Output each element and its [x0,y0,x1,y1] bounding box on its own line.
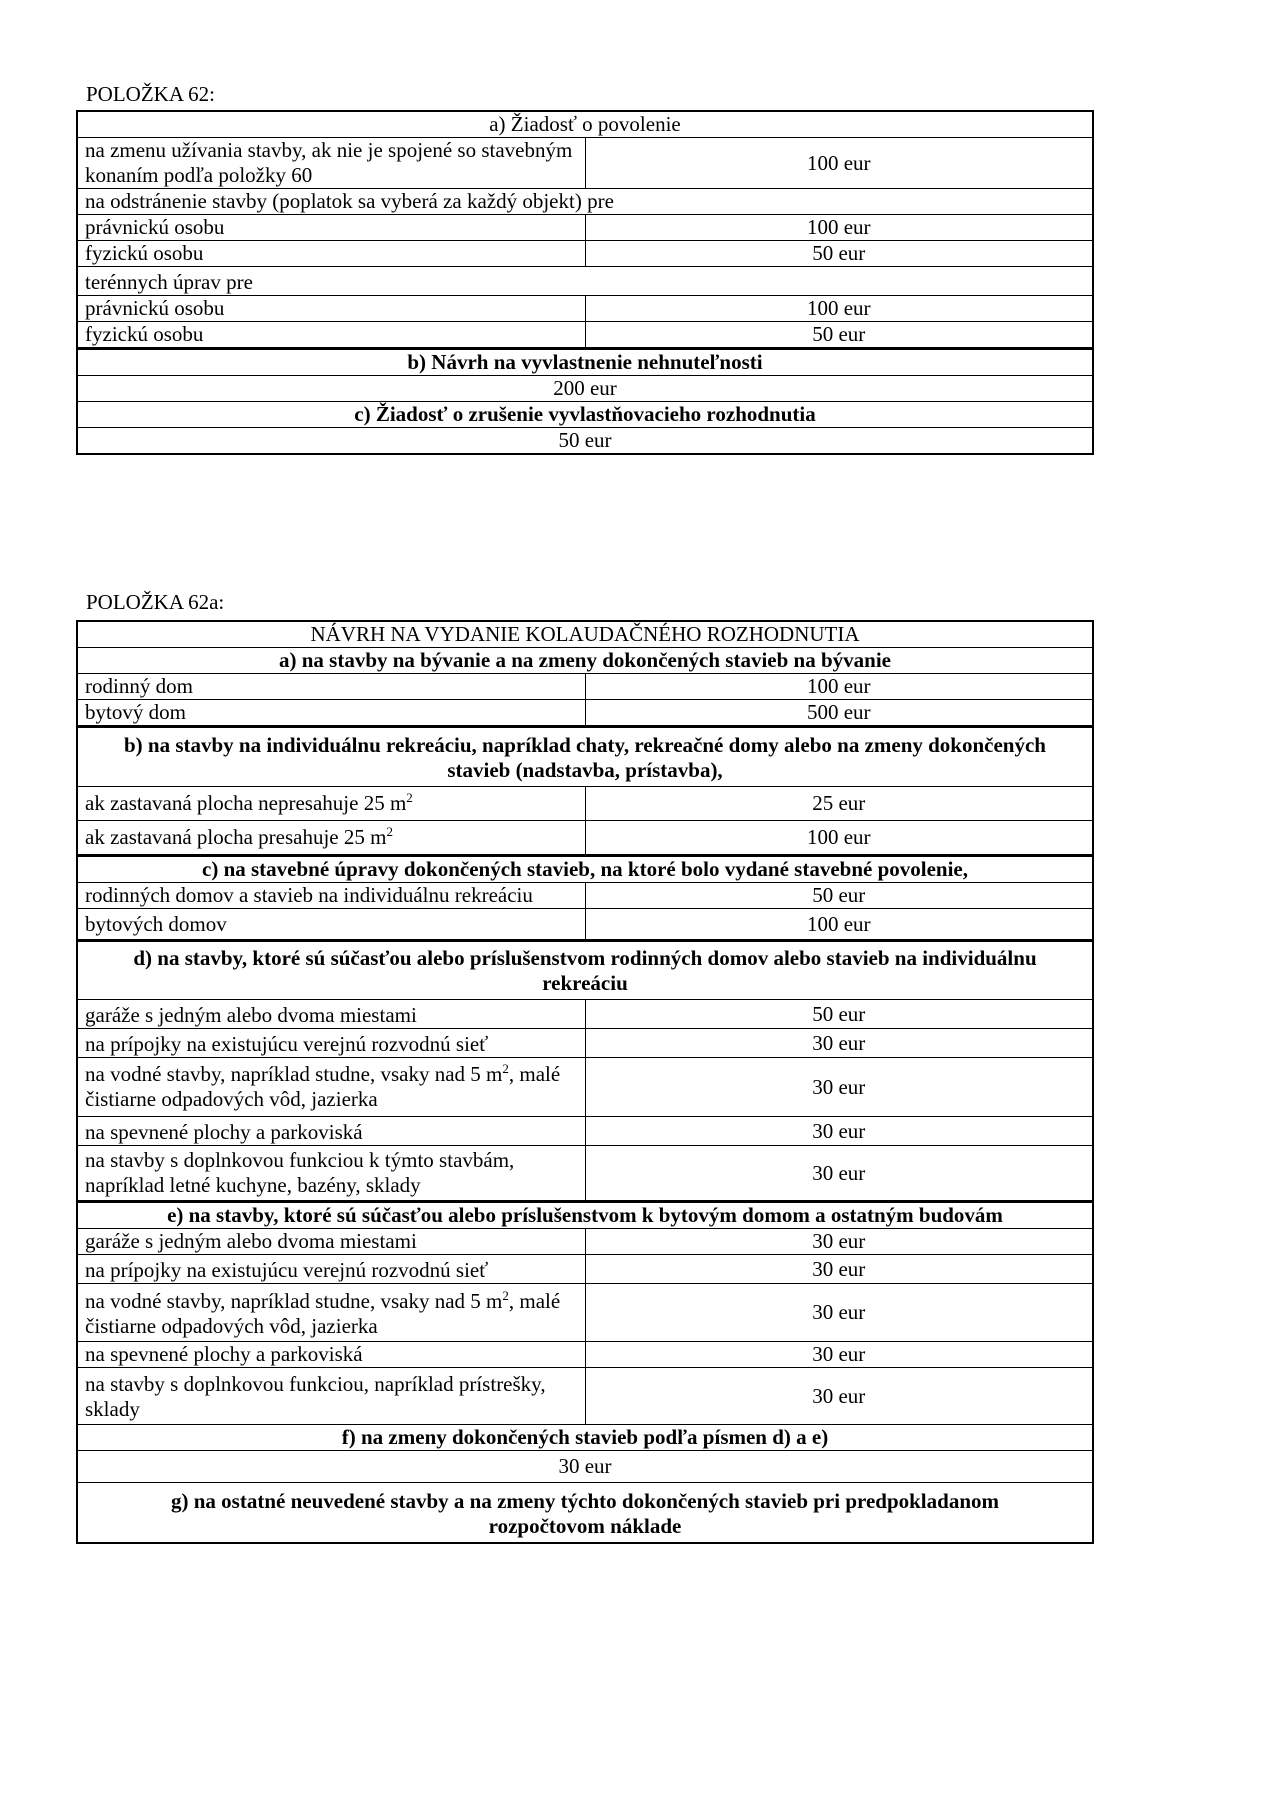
polozka-62a-table [76,620,1094,1544]
section-b-title: b) Návrh na vyvlastnenie nehnuteľnosti [77,349,1093,376]
row-label: na spevnené plochy a parkoviská [77,1342,585,1368]
section-g-title: g) na ostatné neuvedené stavby a na zmeny týchto dokončených stavieb pri predpokladanom rozpočtovom náklade [77,1483,1093,1544]
table-row [77,241,1093,267]
table-row [77,1000,1093,1029]
row-value: 100 eur [585,674,1093,700]
section-b-header-row [77,727,1093,787]
row-label: bytový dom [77,700,585,727]
row-label: na stavby s doplnkovou funkciou, napríklad prístrešky, sklady [77,1368,585,1425]
section-c-title: c) Žiadosť o zrušenie vyvlastňovacieho rozhodnutia [77,402,1093,428]
table-row [77,138,1093,189]
row-value: 50 eur [585,1000,1093,1029]
row-label: fyzickú osobu [77,241,585,267]
table-row [77,1058,1093,1117]
section-a-header-row [77,111,1093,138]
polozka-62a-heading: POLOŽKA 62a: [86,590,225,614]
row-label: na stavby s doplnkovou funkciou k týmto stavbám, napríklad letné kuchyne, bazény, sklady [77,1146,585,1202]
row-value: 30 eur [585,1342,1093,1368]
table-row [77,1029,1093,1058]
main-title: NÁVRH NA VYDANIE KOLAUDAČNÉHO ROZHODNUTIA [77,621,1093,648]
row-label-text: na vodné stavby, napríklad studne, vsaky nad 5 m [85,1289,503,1313]
row-value: 25 eur [585,787,1093,821]
table-row [77,322,1093,349]
row-value: 30 eur [585,1029,1093,1058]
row-label: rodinný dom [77,674,585,700]
table-row [77,267,1093,296]
table-row [77,700,1093,727]
row-value: 50 eur [585,241,1093,267]
section-g-header-row [77,1483,1093,1544]
section-b-header-row [77,349,1093,376]
section-f-value-row [77,1451,1093,1483]
section-d-title: d) na stavby, ktoré sú súčasťou alebo príslušenstvom rodinných domov alebo stavieb na individuálnu rekreáciu [77,941,1093,1000]
table-row [77,1255,1093,1284]
section-e-header-row [77,1202,1093,1229]
row-value: 30 eur [585,1058,1093,1117]
row-label: garáže s jedným alebo dvoma miestami [77,1229,585,1255]
row-label: právnickú osobu [77,296,585,322]
table-row [77,1368,1093,1425]
row-label: na spevnené plochy a parkoviská [77,1117,585,1146]
table-row [77,1229,1093,1255]
row-value: 100 eur [585,138,1093,189]
table-row [77,215,1093,241]
row-label: terénnych úprav pre [77,267,1093,296]
table-row [77,189,1093,215]
row-label: garáže s jedným alebo dvoma miestami [77,1000,585,1029]
section-a-header-row [77,648,1093,674]
superscript: 2 [502,1061,509,1076]
section-c-value-row [77,428,1093,455]
table-row [77,1117,1093,1146]
table-row [77,296,1093,322]
row-label: na prípojky na existujúcu verejnú rozvodnú sieť [77,1255,585,1284]
table-row [77,1146,1093,1202]
row-label: bytových domov [77,909,585,941]
section-b-value-row [77,376,1093,402]
row-label-text: ak zastavaná plocha nepresahuje 25 m [85,791,407,815]
row-label [77,1284,585,1342]
row-label-text: , malé čistiarne odpadových vôd, jazierka [85,1289,561,1338]
row-label-text: na vodné stavby, napríklad studne, vsaky nad 5 m [85,1062,503,1086]
row-label-text: ak zastavaná plocha presahuje 25 m [85,825,387,849]
section-f-title: f) na zmeny dokončených stavieb podľa písmen d) a e) [77,1425,1093,1451]
superscript: 2 [502,1288,509,1303]
row-value: 30 eur [585,1146,1093,1202]
row-label: na odstránenie stavby (poplatok sa vyberá za každý objekt) pre [77,189,1093,215]
row-value: 100 eur [585,821,1093,856]
table-row [77,1284,1093,1342]
row-label [77,787,585,821]
row-label: na prípojky na existujúcu verejnú rozvodnú sieť [77,1029,585,1058]
polozka-62-table [76,110,1094,455]
row-value: 30 eur [585,1117,1093,1146]
row-value: 50 eur [585,883,1093,909]
row-value: 100 eur [585,296,1093,322]
row-value: 30 eur [585,1368,1093,1425]
row-value: 30 eur [585,1255,1093,1284]
section-c-value: 50 eur [77,428,1093,455]
row-label [77,821,585,856]
table-row [77,909,1093,941]
row-value: 100 eur [585,215,1093,241]
row-label: fyzickú osobu [77,322,585,349]
table-row [77,821,1093,856]
table-row [77,674,1093,700]
superscript: 2 [406,790,413,805]
main-title-row [77,621,1093,648]
row-value: 50 eur [585,322,1093,349]
row-value: 500 eur [585,700,1093,727]
superscript: 2 [386,824,393,839]
section-f-header-row [77,1425,1093,1451]
section-a-title: a) na stavby na bývanie a na zmeny dokončených stavieb na bývanie [77,648,1093,674]
row-label [77,1058,585,1117]
section-a-title: a) Žiadosť o povolenie [77,111,1093,138]
row-value: 30 eur [585,1284,1093,1342]
section-b-value: 200 eur [77,376,1093,402]
table-row [77,787,1093,821]
row-label-text: , malé čistiarne odpadových vôd, jazierka [85,1062,561,1111]
row-label: na zmenu užívania stavby, ak nie je spojené so stavebným konaním podľa položky 60 [77,138,585,189]
row-value: 30 eur [585,1229,1093,1255]
table-row [77,1342,1093,1368]
section-f-value: 30 eur [77,1451,1093,1483]
section-b-title: b) na stavby na individuálnu rekreáciu, napríklad chaty, rekreačné domy alebo na zmeny dokončených stavieb (nadstavba, prístavba), [77,727,1093,787]
section-c-title: c) na stavebné úpravy dokončených stavieb, na ktoré bolo vydané stavebné povolenie, [77,856,1093,883]
polozka-62-heading: POLOŽKA 62: [86,82,215,106]
table-row [77,883,1093,909]
section-e-title: e) na stavby, ktoré sú súčasťou alebo príslušenstvom k bytovým domom a ostatným budovám [77,1202,1093,1229]
section-c-header-row [77,402,1093,428]
row-value: 100 eur [585,909,1093,941]
section-c-header-row [77,856,1093,883]
section-d-header-row [77,941,1093,1000]
row-label: právnickú osobu [77,215,585,241]
row-label: rodinných domov a stavieb na individuálnu rekreáciu [77,883,585,909]
